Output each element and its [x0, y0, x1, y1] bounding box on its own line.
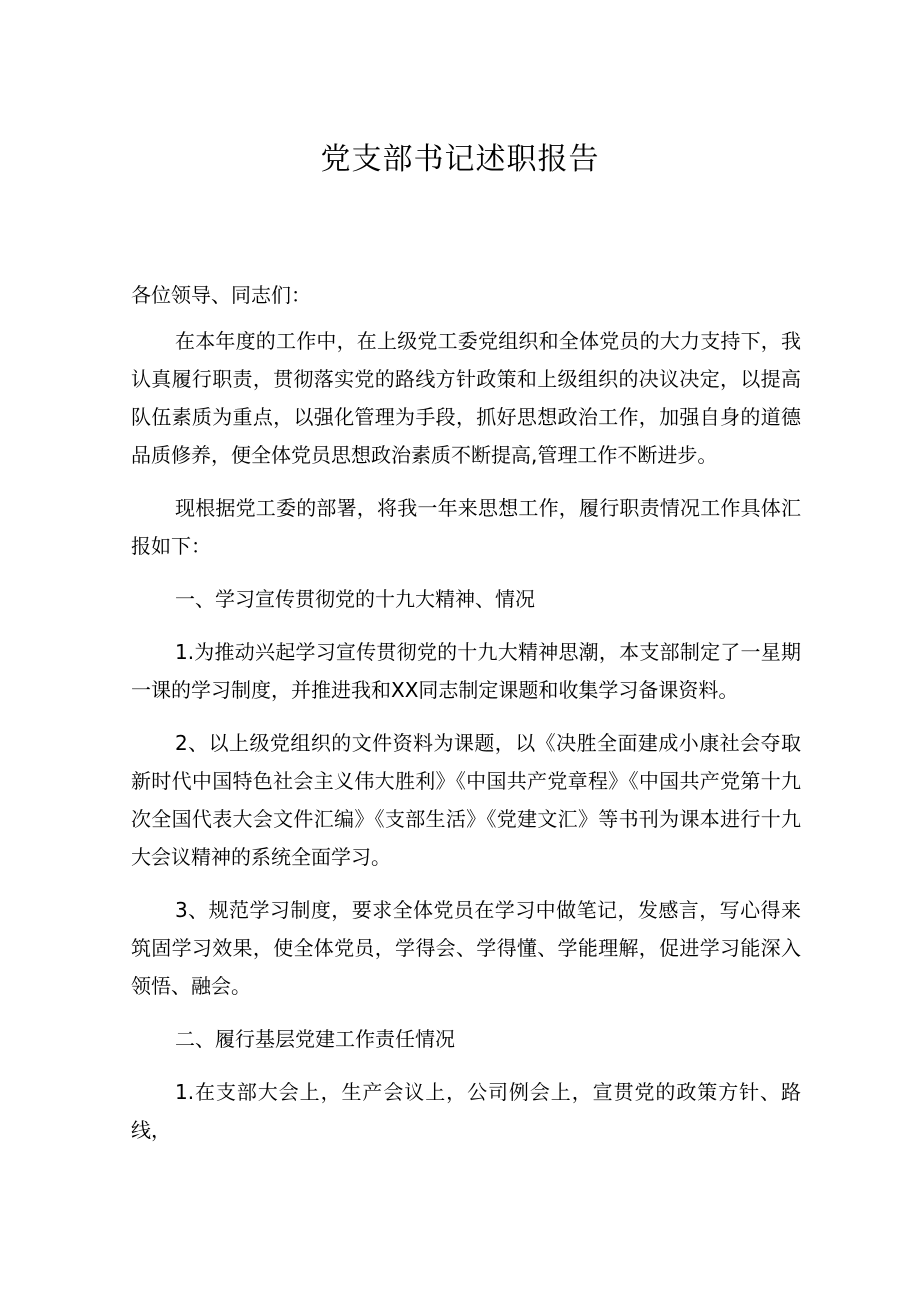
paragraph-item-4: 1.在支部大会上，生产会议上，公司例会上，宣贯党的政策方针、路线， — [131, 1080, 801, 1142]
paragraph-item-3: 3、规范学习制度，要求全体党员在学习中做笔记，发感言，写心得来筑固学习效果，使全体党员，学得会、学得懂、学能理解，促进学习能深入领悟、融会。 — [131, 898, 801, 998]
salutation: 各位领导、同志们： — [131, 283, 311, 307]
document-body — [131, 276, 801, 1164]
section-heading-2: 二、履行基层党建工作责任情况 — [175, 1027, 455, 1051]
document-title: 党支部书记述职报告 — [320, 142, 600, 177]
paragraph-intro: 在本年度的工作中，在上级党工委党组织和全体党员的大力支持下，我认真履行职责，贯彻落实党的路线方针政策和上级组织的决议决定，以提高队伍素质为重点，以强化管理为手段，抓好思想政治工作，加强自身的道德品质修养，便全体党员思想政治素质不断提高,管理工作不断进步。 — [131, 329, 801, 467]
paragraph-report: 现根据党工委的部署，将我一年来思想工作，履行职责情况工作具体汇报如下： — [131, 496, 801, 558]
paragraph-item-2: 2、以上级党组织的文件资料为课题，以《决胜全面建成小康社会夺取新时代中国特色社会主义伟大胜利》《中国共产党章程》《中国共产党第十九次全国代表大会文件汇编》《支部生活》《党建文汇》等书刊为课本进行十九大会议精神的系统全面学习。 — [131, 731, 801, 869]
paragraph-item-1: 1.为推动兴起学习宣传贯彻党的十九大精神思潮，本支部制定了一星期一课的学习制度，并推进我和XX同志制定课题和收集学习备课资料。 — [131, 640, 801, 702]
section-heading-1: 一、学习宣传贯彻党的十九大精神、情况 — [175, 587, 535, 611]
